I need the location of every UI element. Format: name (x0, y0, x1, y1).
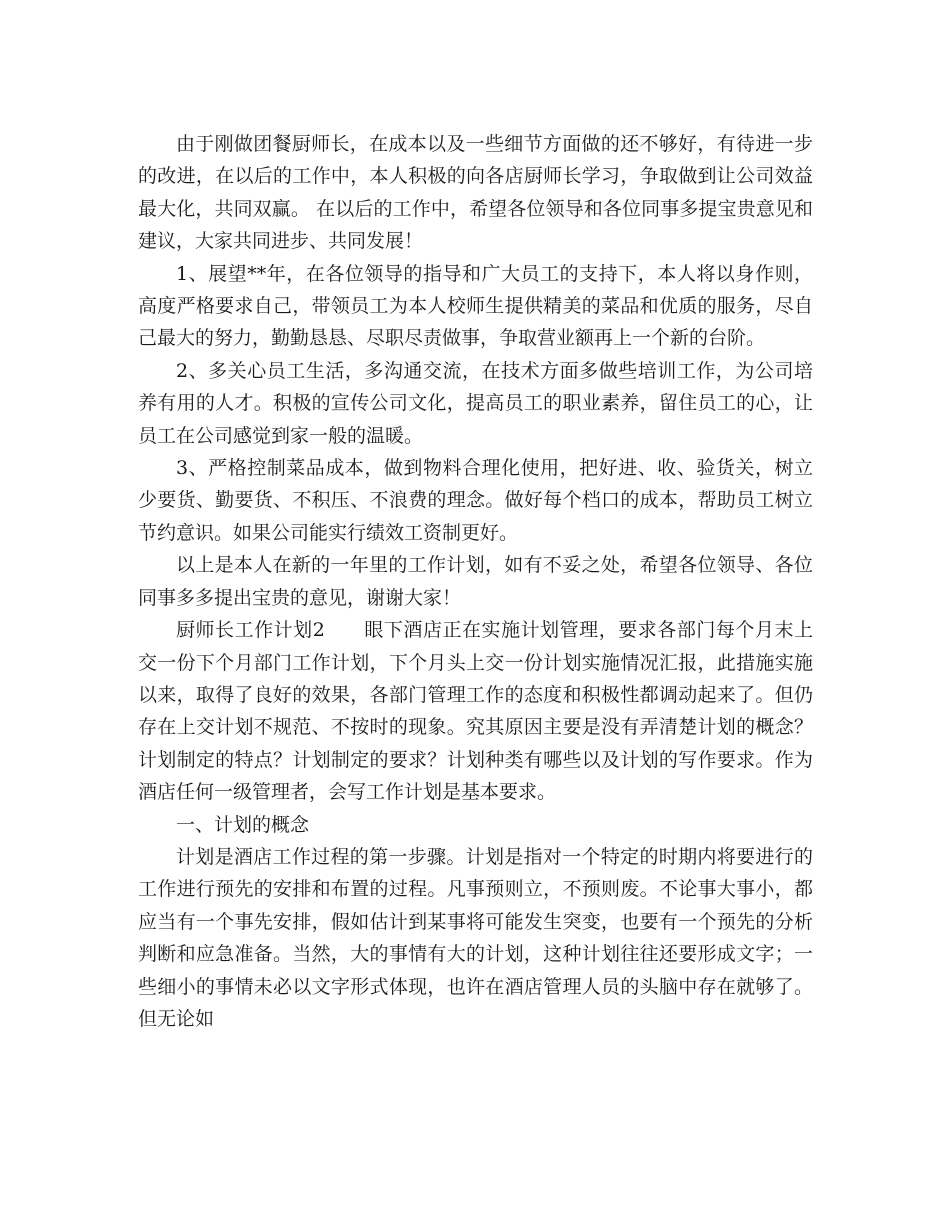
paragraph-intro: 由于刚做团餐厨师长，在成本以及一些细节方面做的还不够好，有待进一步的改进，在以后的工作中，本人积极的向各店厨师长学习，争取做到让公司效益最大化，共同双赢。 在以后的工作中，希望各位领导和各位同事多提宝贵意见和建议，大家共同进步、共同发展！ (138, 133, 813, 253)
paragraph-item-1: 1、展望**年，在各位领导的指导和广大员工的支持下，本人将以身作则，高度严格要求自己，带领员工为本人校师生提供精美的菜品和优质的服务，尽自己最大的努力，勤勤恳恳、尽职尽责做事，争取营业额再上一个新的台阶。 (138, 262, 813, 350)
paragraph-closing: 以上是本人在新的一年里的工作计划，如有不妥之处，希望各位领导、各位同事多多提出宝贵的意见，谢谢大家！ (138, 554, 813, 609)
paragraph-item-2: 2、多关心员工生活，多沟通交流，在技术方面多做些培训工作，为公司培养有用的人才。积极的宣传公司文化，提高员工的职业素养，留住员工的心，让员工在公司感觉到家一般的温暖。 (138, 359, 813, 447)
paragraph-plan-2-intro: 厨师长工作计划2 眼下酒店正在实施计划管理，要求各部门每个月末上交一份下个月部门工作计划，下个月头上交一份计划实施情况汇报，此措施实施以来，取得了良好的效果，各部门管理工作的态度和积极性都调动起来了。但仍存在上交计划不规范、不按时的现象。究其原因主要是没有弄清楚计划的概念？计划制定的特点？计划制定的要求？计划种类有哪些以及计划的写作要求。作为酒店任何一级管理者，会写工作计划是基本要求。 (138, 619, 813, 804)
paragraph-item-3: 3、严格控制菜品成本，做到物料合理化使用，把好进、收、验货关，树立少要货、勤要货、不积压、不浪费的理念。做好每个档口的成本，帮助员工树立节约意识。如果公司能实行绩效工资制更好。 (138, 457, 813, 544)
section-heading-plan-concept: 一、计划的概念 (176, 813, 310, 836)
document-body (138, 128, 813, 1035)
paragraph-plan-concept: 计划是酒店工作过程的第一步骤。计划是指对一个特定的时期内将要进行的工作进行预先的安排和布置的过程。凡事预则立，不预则废。不论事大事小，都应当有一个事先安排，假如估计到某事将可能发生突变，也要有一个预先的分析判断和应急准备。当然，大的事情有大的计划，这种计划往往还要形成文字；一些细小的事情未必以文字形式体现，也许在酒店管理人员的头脑中存在就够了。但无论如 (138, 845, 813, 1030)
